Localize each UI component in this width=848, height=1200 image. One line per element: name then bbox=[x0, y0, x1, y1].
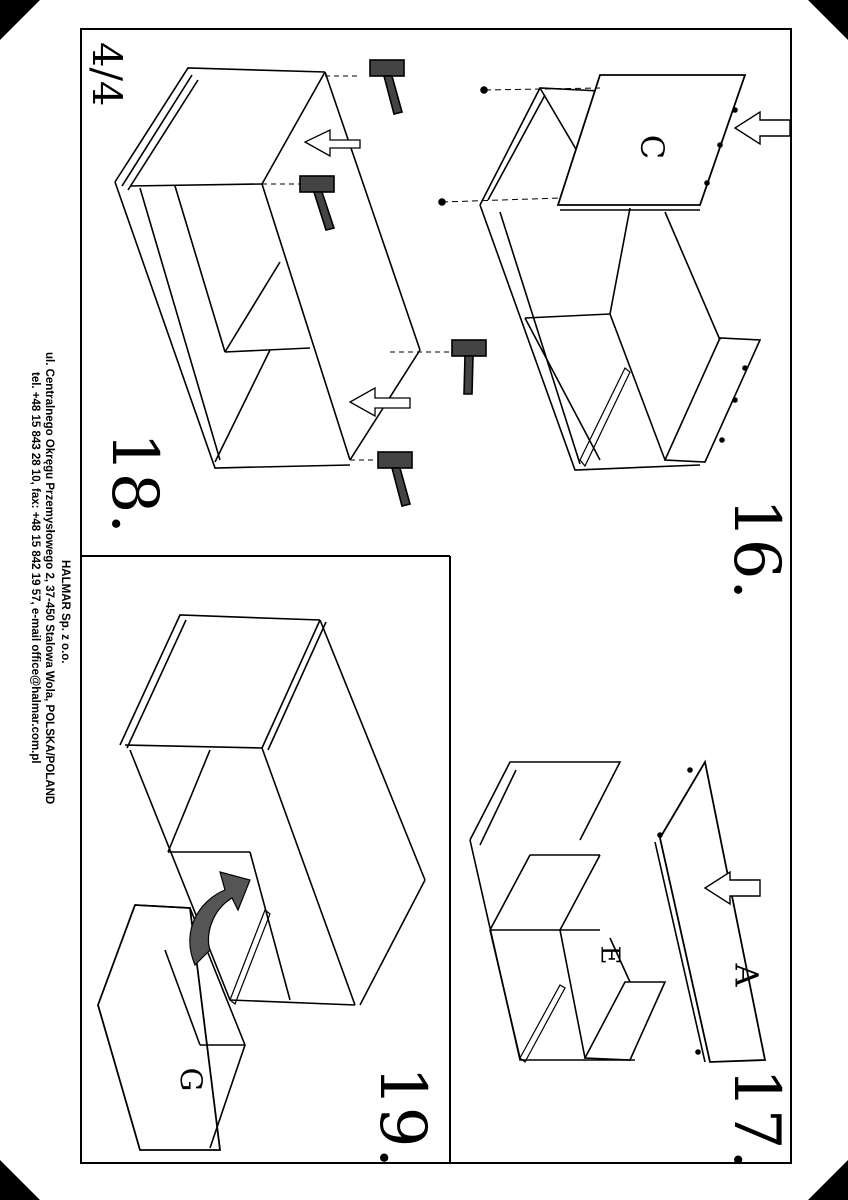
step-19-label-g: G bbox=[172, 1067, 208, 1092]
step-16-label-c: C bbox=[633, 134, 672, 160]
step-number-17: 17. bbox=[719, 1068, 793, 1170]
step-number-19: 19. bbox=[365, 1066, 439, 1168]
page-number: 4/4 bbox=[83, 42, 129, 107]
step-17-label-e: E bbox=[594, 945, 625, 965]
step-17-label-a: A bbox=[727, 963, 766, 987]
footer-contact: tel. +48 15 843 28 10, fax: +48 15 842 19 57, e-mail office@halmar.com.pl bbox=[29, 372, 41, 764]
step-number-16: 16. bbox=[719, 498, 793, 600]
curved-arrow-icon bbox=[190, 872, 250, 965]
footer-address: ul. Centralnego Okręgu Przemysłowego 2, 37-450 Stalowa Wola, POLSKA/POLAND bbox=[43, 352, 55, 805]
step-number-18: 18. bbox=[97, 432, 171, 534]
footer-company: HALMAR Sp. z o.o. bbox=[59, 560, 71, 664]
